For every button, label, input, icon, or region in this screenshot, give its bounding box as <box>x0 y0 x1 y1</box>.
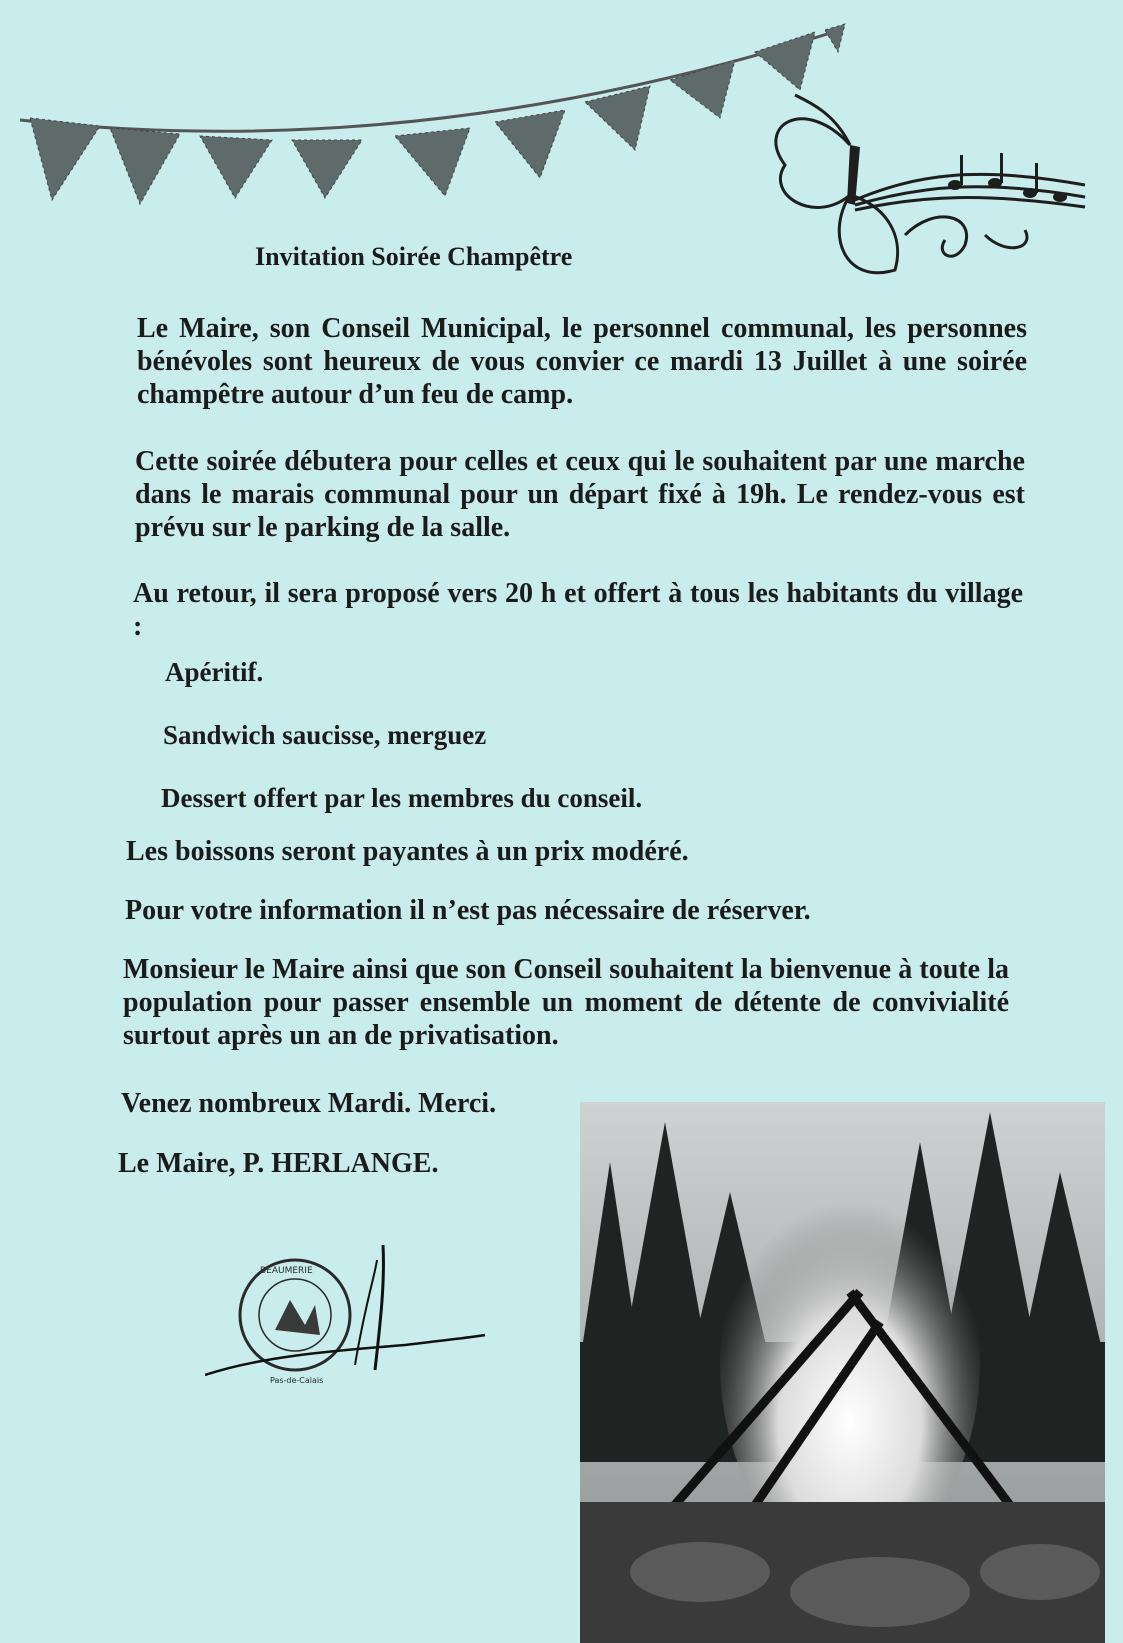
menu-item: Apéritif. <box>165 657 264 687</box>
drinks-line: Les boissons seront payantes à un prix modéré. <box>126 836 689 867</box>
menu-item: Dessert offert par les membres du conseil. <box>161 783 643 813</box>
intro-paragraph: Le Maire, son Conseil Municipal, le personnel communal, les personnes bénévoles sont heureux de vous convier ce mardi 13 Juillet à une soirée champêtre autour d’un feu de camp. <box>137 313 1027 410</box>
welcome-paragraph: Monsieur le Maire ainsi que son Conseil souhaitent la bienvenue à toute la population pour passer ensemble un moment de détente de convivialité surtout après un an de privatisation. <box>123 954 1009 1051</box>
bunting-decoration <box>0 0 880 230</box>
return-paragraph: Au retour, il sera proposé vers 20 h et offert à tous les habitants du village : <box>133 578 1023 642</box>
mayor-stamp-signature <box>205 1245 515 1395</box>
menu-item: Sandwich saucisse, merguez <box>163 720 487 750</box>
page-title: Invitation Soirée Champêtre <box>255 242 573 271</box>
butterfly-music-notes-icon <box>755 85 1115 290</box>
svg-text:Pas-de-Calais: Pas-de-Calais <box>270 1376 324 1385</box>
closing-line: Venez nombreux Mardi. Merci. <box>121 1088 497 1119</box>
campfire-photo <box>580 1102 1105 1643</box>
info-line: Pour votre information il n’est pas nécessaire de réserver. <box>125 895 811 926</box>
svg-text:BEAUMERIE: BEAUMERIE <box>260 1266 313 1276</box>
walk-paragraph: Cette soirée débutera pour celles et ceux qui le souhaitent par une marche dans le marais communal pour un départ fixé à 19h. Le rendez-vous est prévu sur le parking de la salle. <box>135 446 1025 543</box>
signature-line: Le Maire, P. HERLANGE. <box>118 1148 439 1179</box>
